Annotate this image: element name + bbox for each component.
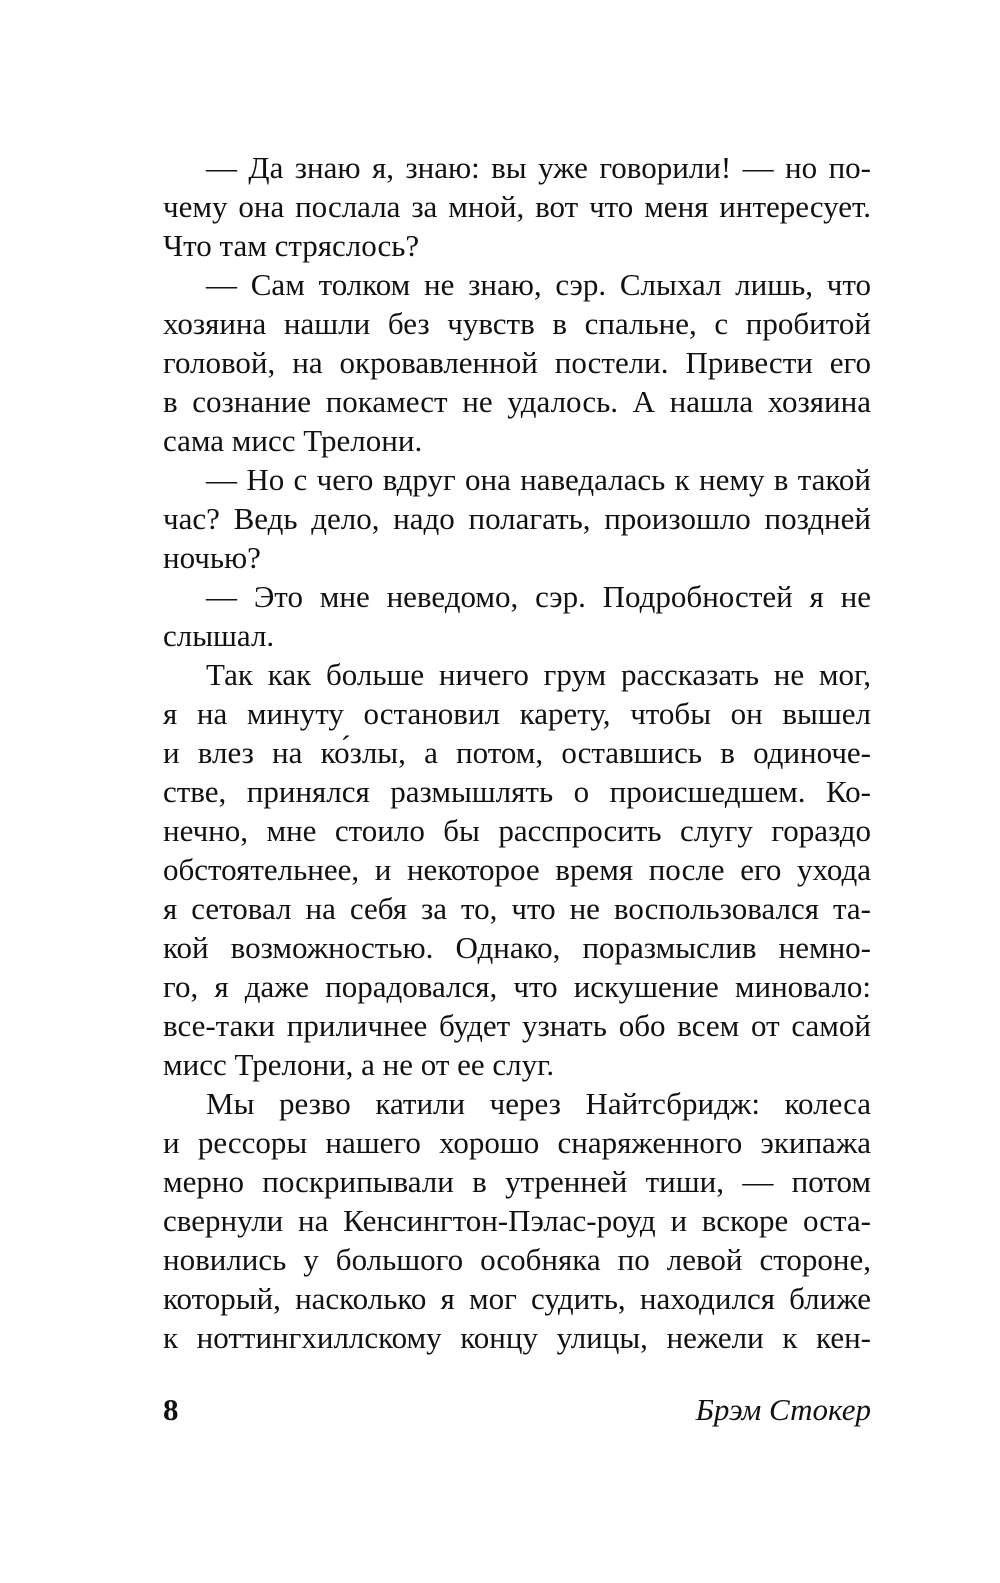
text-line: Так как больше ничего грум рассказать не мог, — [206, 657, 871, 692]
text-line: — Да знаю я, знаю: вы уже говорили! — но по- — [206, 150, 871, 185]
text-line: я на минуту остановил карету, чтобы он вышел — [163, 696, 871, 731]
text-line: мерно поскрипывали в утренней тиши, — потом — [163, 1164, 871, 1199]
text-line: го, я даже порадовался, что искушение миновало: — [163, 969, 871, 1004]
text-line: час? Ведь дело, надо полагать, произошло поздней — [163, 501, 871, 536]
text-line: — Это мне неведомо, сэр. Подробностей я не — [206, 579, 871, 614]
text-line: головой, на окровавленной постели. Привести его — [163, 345, 871, 380]
text-line: ночью? — [163, 540, 261, 575]
text-line: слышал. — [163, 618, 275, 653]
text-line: — Сам толком не знаю, сэр. Слыхал лишь, что — [206, 267, 871, 302]
text-line: все-таки приличнее будет узнать обо всем от самой — [163, 1008, 871, 1043]
text-line: обстоятельнее, и некоторое время после его ухода — [163, 852, 871, 887]
text-line: Что там стряслось? — [163, 228, 420, 263]
text-line: нечно, мне стоило бы расспросить слугу гораздо — [163, 813, 871, 848]
text-line: и влез на ко́злы, а потом, оставшись в одиноче- — [163, 735, 871, 770]
text-line: к ноттингхиллскому концу улицы, нежели к кен- — [163, 1320, 871, 1355]
text-line: чему она послала за мной, вот что меня интересует. — [163, 189, 871, 224]
text-line: в сознание покамест не удалось. А нашла хозяина — [163, 384, 871, 419]
text-line: я сетовал на себя за то, что не воспользовался та- — [163, 891, 871, 926]
text-line: сама мисс Трелони. — [163, 423, 423, 458]
text-line: кой возможностью. Однако, поразмыслив немно- — [163, 930, 871, 965]
text-line: новились у большого особняка по левой стороне, — [163, 1242, 871, 1277]
text-line: и рессоры нашего хорошо снаряженного экипажа — [163, 1125, 871, 1160]
text-line: свернули на Кенсингтон-Пэлас-роуд и вскоре оста- — [163, 1203, 871, 1238]
text-line: стве, принялся размышлять о происшедшем. Ко- — [163, 774, 871, 809]
text-line: Мы резво катили через Найтсбридж: колеса — [206, 1086, 871, 1121]
running-footer-author: Брэм Стокер — [695, 1392, 871, 1427]
text-line: который, насколько я мог судить, находился ближе — [163, 1281, 871, 1316]
text-line: мисс Трелони, а не от ее слуг. — [163, 1047, 555, 1082]
text-line: — Но с чего вдруг она наведалась к нему в такой — [206, 462, 871, 497]
text-line: хозяина нашли без чувств в спальне, с пробитой — [163, 306, 871, 341]
page-number: 8 — [163, 1392, 179, 1427]
